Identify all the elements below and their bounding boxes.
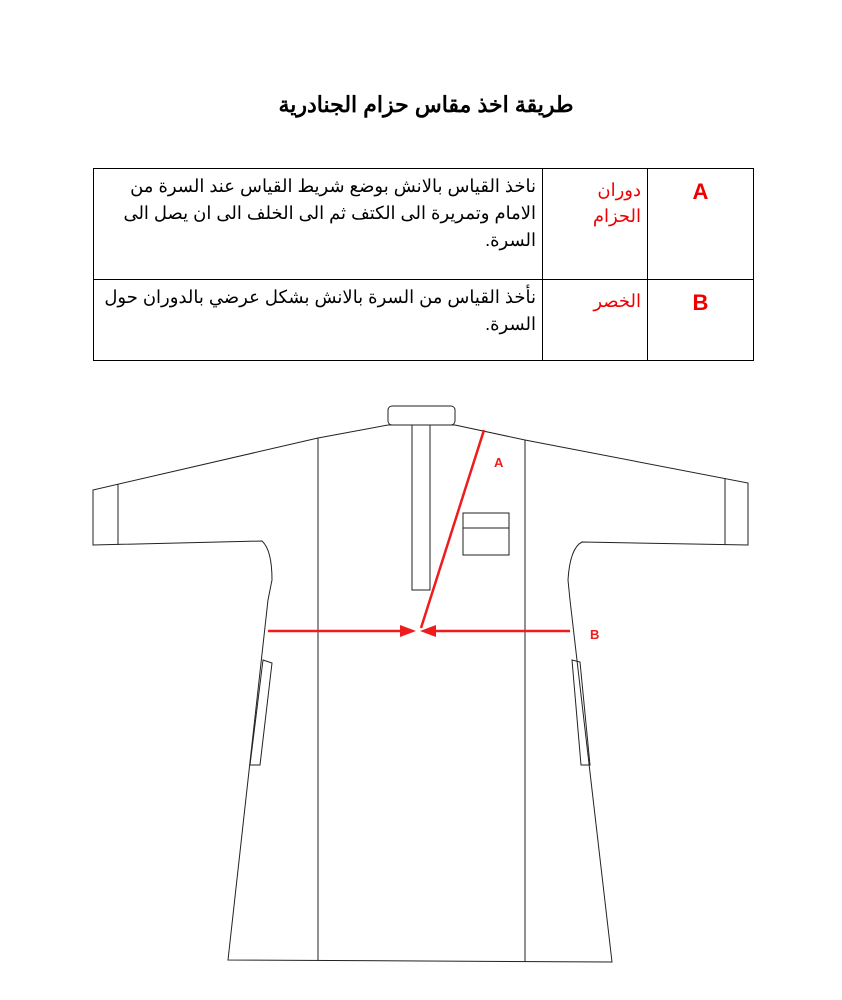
label-a: A xyxy=(494,455,504,470)
row-letter: A xyxy=(648,169,754,280)
garment-outline xyxy=(93,406,748,962)
row-description: نأخذ القياس من السرة بالانش بشكل عرضي بالدوران حول السرة. xyxy=(94,280,543,361)
chest-pocket xyxy=(463,513,509,555)
row-description: ناخذ القياس بالانش بوضع شريط القياس عند السرة من الامام وتمريرة الى الكتف ثم الى الخلف الى ان يصل الى السرة. xyxy=(94,169,543,280)
page-title: طريقة اخذ مقاس حزام الجنادرية xyxy=(278,92,574,117)
row-label: دوران الحزام xyxy=(543,169,648,280)
row-label: الخصر xyxy=(543,280,648,361)
row-letter: B xyxy=(648,280,754,361)
left-side-pocket xyxy=(250,660,272,765)
placket xyxy=(412,425,430,590)
label-b: B xyxy=(590,627,600,642)
